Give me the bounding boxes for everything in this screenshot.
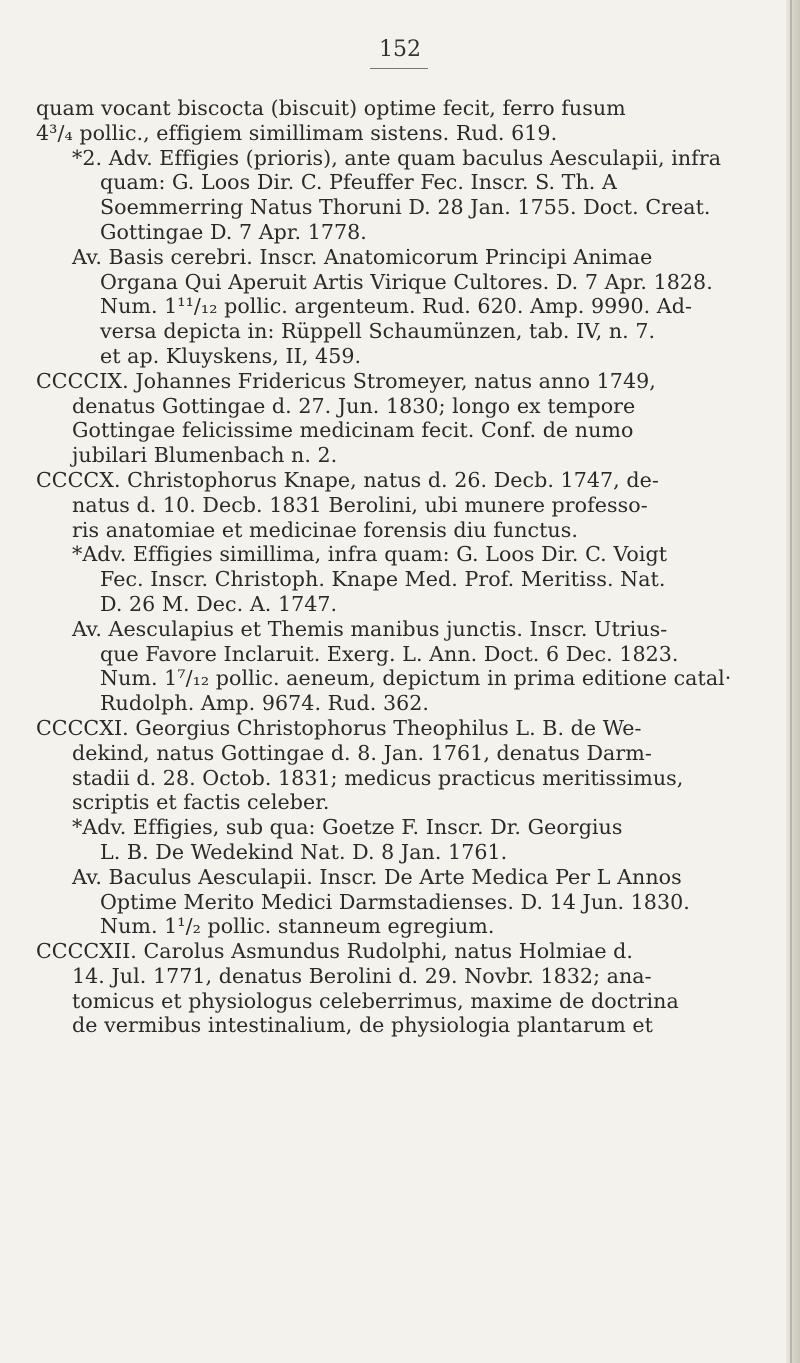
- page-number: 152: [379, 37, 421, 62]
- text-line: versa depicta in: Rüppell Schaumünzen, tab. IV, n. 7.: [100, 319, 656, 344]
- text-line: et ap. Kluyskens, II, 459.: [100, 343, 362, 368]
- text-line: Gottingae felicissime medicinam fecit. Conf. de numo: [72, 418, 634, 443]
- text-line: CCCCXII. Carolus Asmundus Rudolphi, natus Holmiae d.: [36, 939, 634, 964]
- text-line: Av. Aesculapius et Themis manibus junctis. Inscr. Utrius-: [72, 616, 668, 641]
- text-line: 4³/₄ pollic., effigiem simillimam sistens. Rud. 619.: [36, 120, 558, 145]
- text-line: *Adv. Effigies, sub qua: Goetze F. Inscr. Dr. Georgius: [72, 815, 623, 840]
- text-line: natus d. 10. Decb. 1831 Berolini, ubi munere professo-: [72, 492, 648, 517]
- header-rule: [370, 68, 428, 69]
- text-line: Num. 1¹¹/₁₂ pollic. argenteum. Rud. 620. Amp. 9990. Ad-: [100, 294, 692, 319]
- medal-description: [36, 815, 776, 865]
- text-line: CCCCX. Christophorus Knape, natus d. 26. Decb. 1747, de-: [36, 467, 659, 492]
- text-line: stadii d. 28. Octob. 1831; medicus practicus meritissimus,: [72, 765, 684, 790]
- text-line: que Favore Inclaruit. Exerg. L. Ann. Doct. 6 Dec. 1823.: [100, 641, 679, 666]
- text-line: jubilari Blumenbach n. 2.: [72, 443, 338, 468]
- medal-description: [36, 245, 776, 369]
- text-line: Num. 1¹/₂ pollic. stanneum egregium.: [100, 914, 495, 939]
- text-line: quam: G. Loos Dir. C. Pfeuffer Fec. Inscr. S. Th. A: [100, 170, 617, 195]
- medal-description: [36, 542, 776, 616]
- text-line: Rudolph. Amp. 9674. Rud. 362.: [100, 691, 429, 716]
- text-line: 14. Jul. 1771, denatus Berolini d. 29. Novbr. 1832; ana-: [72, 963, 652, 988]
- text-line: CCCCIX. Johannes Fridericus Stromeyer, natus anno 1749,: [36, 368, 656, 393]
- text-line: Num. 1⁷/₁₂ pollic. aeneum, depictum in prima editione catal·: [100, 666, 732, 691]
- text-line: Organa Qui Aperuit Artis Virique Cultores. D. 7 Apr. 1828.: [100, 269, 713, 294]
- text-line: Fec. Inscr. Christoph. Knape Med. Prof. Meritiss. Nat.: [100, 567, 666, 592]
- text-line: *2. Adv. Effigies (prioris), ante quam baculus Aesculapii, infra: [72, 145, 722, 170]
- text-line: Av. Basis cerebri. Inscr. Anatomicorum Principi Animae: [72, 244, 653, 269]
- catalog-entry: [36, 468, 776, 542]
- text-line: Av. Baculus Aesculapii. Inscr. De Arte Medica Per L Annos: [72, 864, 682, 889]
- text-line: *Adv. Effigies simillima, infra quam: G. Loos Dir. C. Voigt: [72, 542, 668, 567]
- text-line: D. 26 M. Dec. A. 1747.: [100, 591, 338, 616]
- text-line: CCCCXI. Georgius Christophorus Theophilus L. B. de We-: [36, 715, 642, 740]
- text-line: Optime Merito Medici Darmstadienses. D. 14 Jun. 1830.: [100, 889, 690, 914]
- text-line: Soemmerring Natus Thoruni D. 28 Jan. 1755. Doct. Creat.: [100, 195, 711, 220]
- medal-description: [36, 865, 776, 939]
- medal-description: [36, 617, 776, 716]
- text-body: [36, 96, 776, 1038]
- continuation-paragraph: [36, 96, 776, 146]
- catalog-entry: [36, 369, 776, 468]
- medal-description: [36, 146, 776, 245]
- text-line: denatus Gottingae d. 27. Jun. 1830; longo ex tempore: [72, 393, 636, 418]
- text-line: ris anatomiae et medicinae forensis diu functus.: [72, 517, 578, 542]
- text-line: Gottingae D. 7 Apr. 1778.: [100, 219, 367, 244]
- text-line: dekind, natus Gottingae d. 8. Jan. 1761, denatus Darm-: [72, 740, 652, 765]
- catalog-entry: [36, 939, 776, 1038]
- text-line: tomicus et physiologus celeberrimus, maxime de doctrina: [72, 988, 679, 1013]
- text-line: quam vocant biscocta (biscuit) optime fecit, ferro fusum: [36, 96, 626, 120]
- page-edge: [786, 0, 800, 1363]
- text-line: L. B. De Wedekind Nat. D. 8 Jan. 1761.: [100, 839, 508, 864]
- text-line: scriptis et factis celeber.: [72, 790, 330, 815]
- catalog-entry: [36, 716, 776, 815]
- text-line: de vermibus intestinalium, de physiologia plantarum et: [72, 1013, 653, 1038]
